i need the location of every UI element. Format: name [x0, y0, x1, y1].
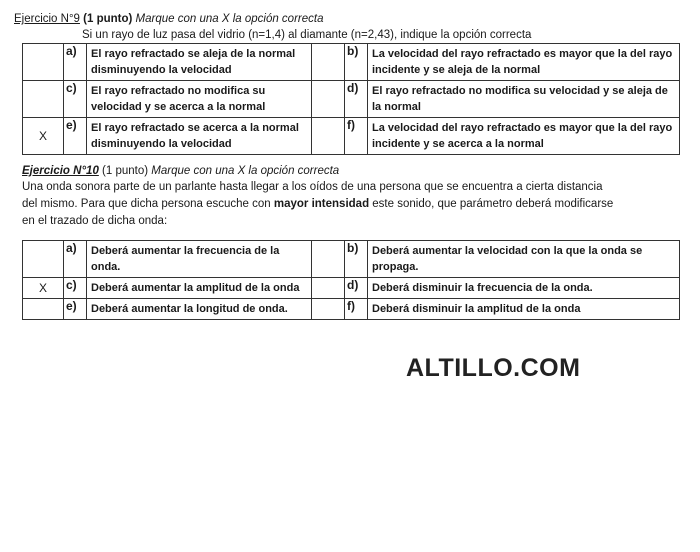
- ex9-options-table: [22, 43, 680, 155]
- ex10-paragraph-line2: [22, 197, 613, 211]
- ex10-title: Ejercicio N°10: [22, 165, 99, 177]
- ex10-p2a: del mismo. Para que dicha persona escuche con: [22, 198, 274, 210]
- ex9-instruction: Marque con una X la opción correcta: [135, 13, 324, 25]
- option-text: La velocidad del rayo refractado es mayor que la del rayo incidente y se acerca a la normal: [368, 118, 680, 155]
- answer-mark-cell[interactable]: X: [23, 118, 64, 155]
- table-row: [23, 299, 680, 320]
- option-text: Deberá disminuir la frecuencia de la onda.: [368, 278, 680, 299]
- table-row: [23, 241, 680, 278]
- option-text: Deberá aumentar la frecuencia de la onda.: [87, 241, 312, 278]
- answer-mark-cell[interactable]: [23, 241, 64, 278]
- answer-mark-cell[interactable]: [312, 278, 345, 299]
- ex9-title: Ejercicio N°9: [14, 13, 80, 25]
- option-text: Deberá aumentar la velocidad con la que la onda se propaga.: [368, 241, 680, 278]
- ex10-header: [22, 164, 339, 178]
- option-letter: e): [64, 299, 87, 320]
- table-row: [23, 44, 680, 81]
- option-letter: a): [64, 44, 87, 81]
- option-letter: f): [345, 118, 368, 155]
- ex10-points: (1 punto): [98, 165, 152, 177]
- option-text: El rayo refractado no modifica su velocidad y se aleja de la normal: [368, 81, 680, 118]
- option-letter: d): [345, 81, 368, 118]
- ex9-question: Si un rayo de luz pasa del vidrio (n=1,4) al diamante (n=2,43), indique la opción correcta: [82, 29, 532, 41]
- option-letter: d): [345, 278, 368, 299]
- answer-mark-cell[interactable]: [312, 44, 345, 81]
- option-text: El rayo refractado no modifica su velocidad y se acerca a la normal: [87, 81, 312, 118]
- answer-mark-cell[interactable]: [23, 44, 64, 81]
- answer-mark-cell[interactable]: [312, 81, 345, 118]
- option-letter: c): [64, 81, 87, 118]
- answer-mark-cell[interactable]: [312, 299, 345, 320]
- answer-mark-cell[interactable]: [312, 241, 345, 278]
- ex10-paragraph-line1: Una onda sonora parte de un parlante hasta llegar a los oídos de una persona que se encuentra a cierta distancia: [22, 181, 603, 193]
- ex10-p2-bold: mayor intensidad: [273, 198, 370, 210]
- option-letter: b): [345, 241, 368, 278]
- answer-mark-cell[interactable]: [312, 118, 345, 155]
- ex9-points: (1 punto): [79, 13, 136, 25]
- answer-mark-cell[interactable]: [23, 81, 64, 118]
- option-text: Deberá aumentar la amplitud de la onda: [87, 278, 312, 299]
- option-letter: b): [345, 44, 368, 81]
- table-row: [23, 81, 680, 118]
- table-row: [23, 118, 680, 155]
- table-row: [23, 278, 680, 299]
- option-letter: c): [64, 278, 87, 299]
- answer-mark-cell[interactable]: [23, 299, 64, 320]
- ex10-instruction: Marque con una X la opción correcta: [151, 165, 340, 177]
- ex10-p2c: este sonido, que parámetro deberá modificarse: [369, 198, 614, 210]
- option-text: El rayo refractado se aleja de la normal disminuyendo la velocidad: [87, 44, 312, 81]
- option-letter: a): [64, 241, 87, 278]
- option-text: Deberá aumentar la longitud de onda.: [87, 299, 312, 320]
- option-text: La velocidad del rayo refractado es mayor que la del rayo incidente y se aleja de la normal: [368, 44, 680, 81]
- ex10-options-table: [22, 240, 680, 320]
- ex10-paragraph-line3: en el trazado de dicha onda:: [22, 215, 168, 227]
- option-letter: f): [345, 299, 368, 320]
- option-letter: e): [64, 118, 87, 155]
- option-text: Deberá disminuir la amplitud de la onda: [368, 299, 680, 320]
- option-text: El rayo refractado se acerca a la normal disminuyendo la velocidad: [87, 118, 312, 155]
- watermark-logo: ALTILLO.COM: [406, 354, 581, 382]
- answer-mark-cell[interactable]: X: [23, 278, 64, 299]
- ex9-header: [14, 12, 323, 26]
